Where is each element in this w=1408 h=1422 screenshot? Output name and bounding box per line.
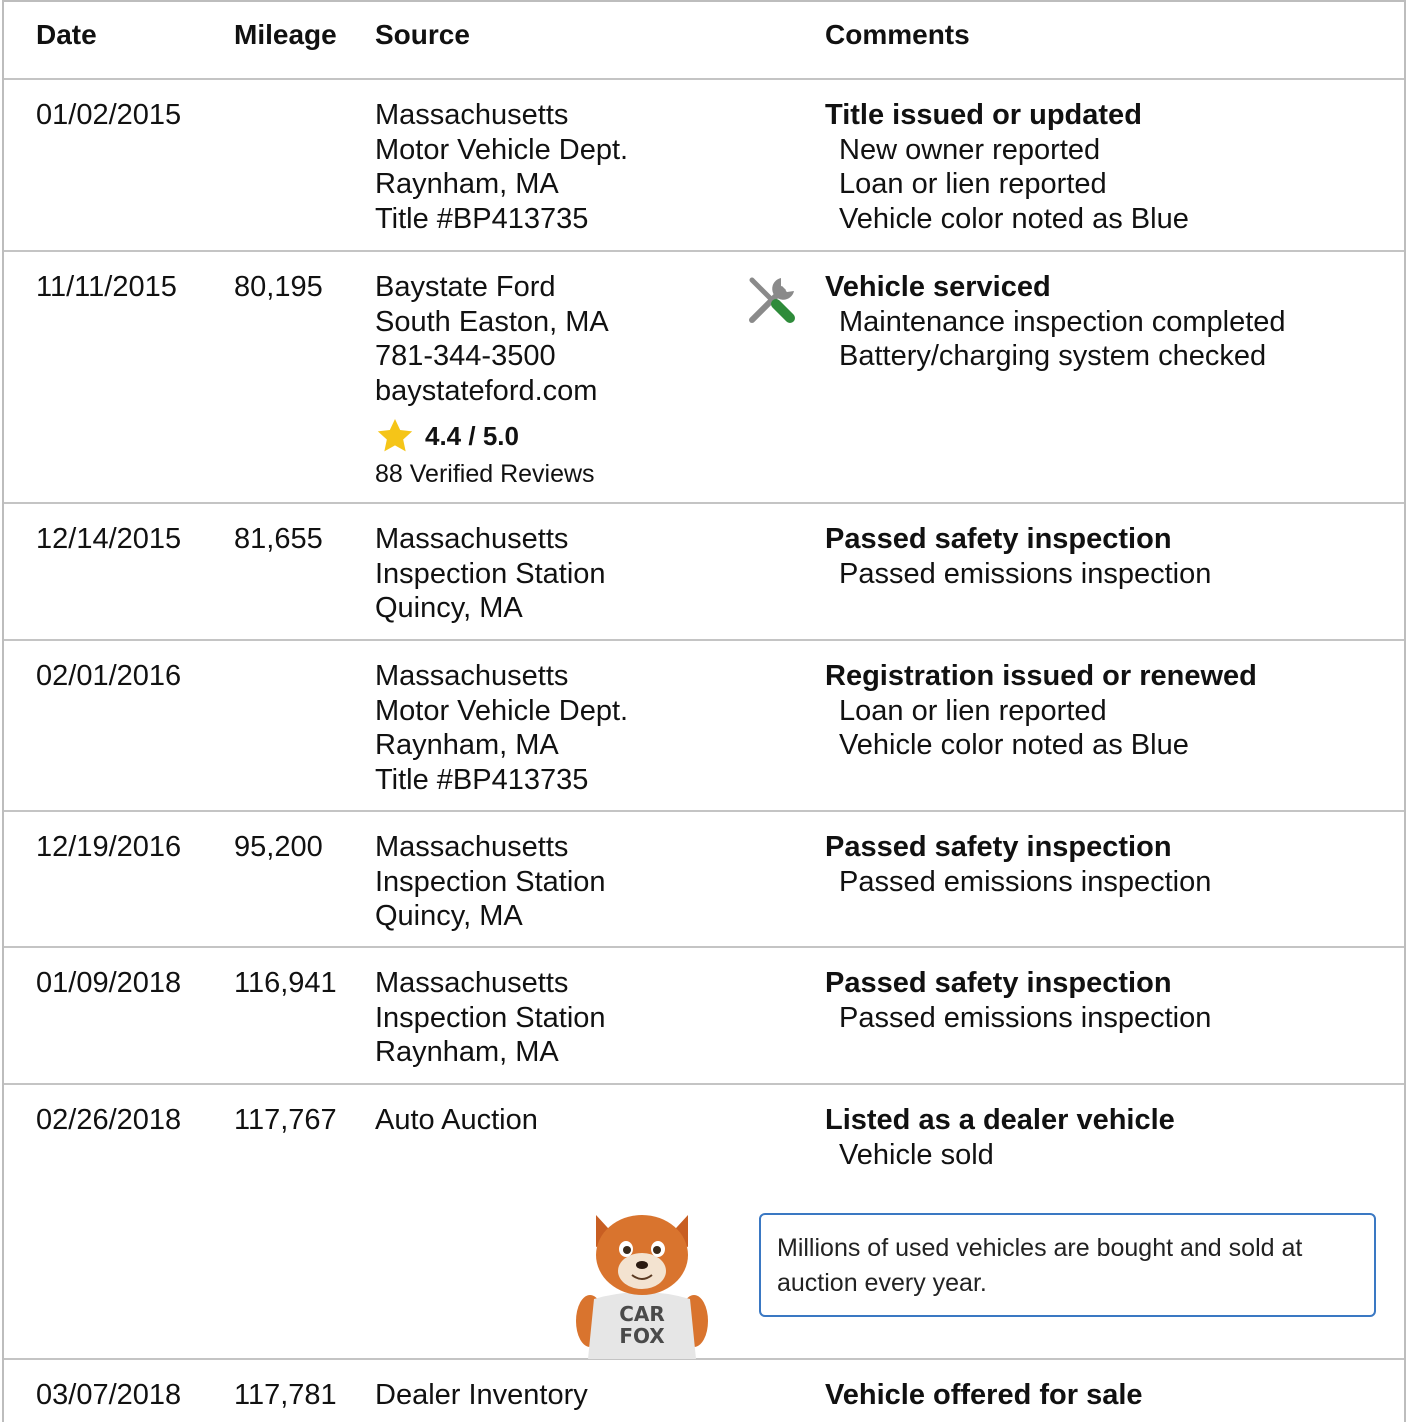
source-line: Inspection Station [375, 557, 606, 590]
source-line: Massachusetts [375, 831, 569, 863]
header-date: Date [36, 19, 97, 50]
source-line: Baystate Ford [375, 271, 556, 303]
source-line: Quincy, MA [375, 900, 523, 932]
comment-detail: Battery/charging system checked [839, 340, 1267, 372]
mascot-shirt-text: FOX [619, 1324, 665, 1348]
record-date: 01/09/2018 [36, 967, 182, 999]
comment-title: Passed safety inspection [825, 831, 1172, 863]
source-line: Massachusetts [375, 99, 569, 131]
table-row [4, 812, 1404, 948]
record-source [375, 659, 628, 797]
record-date: 02/26/2018 [36, 1104, 182, 1136]
comment-detail: Loan or lien reported [839, 168, 1107, 200]
comment-detail: Passed emissions inspection [839, 557, 1212, 590]
record-date: 11/11/2015 [36, 271, 177, 303]
comment-detail: Loan or lien reported [839, 694, 1107, 727]
comment-title: Registration issued or renewed [825, 660, 1257, 692]
record-source [375, 522, 606, 626]
comment-detail: Maintenance inspection completed [839, 305, 1286, 338]
dealer-rating[interactable] [375, 416, 609, 456]
record-date: 03/07/2018 [36, 1379, 182, 1411]
comment-title: Passed safety inspection [825, 523, 1172, 555]
source-line: Massachusetts [375, 967, 569, 999]
comment-title: Listed as a dealer vehicle [825, 1104, 1175, 1136]
record-date: 01/02/2015 [36, 99, 182, 131]
comment-detail: New owner reported [839, 133, 1101, 166]
record-date: 02/01/2016 [36, 660, 182, 692]
auction-tip-box: Millions of used vehicles are bought and sold at auction every year. [759, 1213, 1376, 1317]
table-row [4, 641, 1404, 812]
source-line: Massachusetts [375, 523, 569, 555]
source-line: Inspection Station [375, 1001, 606, 1034]
record-comments [825, 1378, 1143, 1413]
source-line: Title #BP413735 [375, 202, 589, 235]
source-line: Massachusetts [375, 660, 569, 692]
table-row [4, 1360, 1404, 1422]
table-row [4, 948, 1404, 1085]
comment-title: Vehicle offered for sale [825, 1379, 1143, 1411]
comment-detail: Vehicle color noted as Blue [839, 202, 1189, 235]
source-line: Motor Vehicle Dept. [375, 694, 629, 727]
header-source: Source [375, 19, 470, 50]
comment-detail: Vehicle sold [839, 1138, 994, 1171]
star-icon [375, 416, 415, 456]
dealer-website-link[interactable]: baystateford.com [375, 374, 598, 407]
table-row [4, 252, 1404, 504]
record-source [375, 270, 609, 492]
table-header [4, 2, 1404, 80]
comment-detail: Vehicle color noted as Blue [839, 729, 1189, 761]
record-source [375, 98, 628, 236]
record-mileage: 117,767 [234, 1104, 337, 1136]
record-mileage: 116,941 [234, 967, 337, 999]
comment-title: Title issued or updated [825, 99, 1142, 131]
record-comments [825, 659, 1257, 763]
source-line: Raynham, MA [375, 729, 559, 761]
carfox-mascot-icon [572, 1203, 712, 1359]
rating-score: 4.4 / 5.0 [425, 420, 519, 451]
header-comments: Comments [825, 19, 970, 50]
mascot-shirt-text: CAR [619, 1302, 665, 1326]
record-date: 12/19/2016 [36, 831, 182, 863]
record-comments [825, 1103, 1175, 1172]
service-wrench-icon [744, 272, 800, 328]
record-date: 12/14/2015 [36, 523, 182, 555]
source-line: Raynham, MA [375, 1036, 559, 1068]
source-line: South Easton, MA [375, 305, 609, 338]
table-row [4, 504, 1404, 641]
record-source [375, 1103, 538, 1138]
source-line: Auto Auction [375, 1104, 538, 1136]
record-source [375, 830, 606, 934]
source-line: Motor Vehicle Dept. [375, 133, 629, 166]
source-line: Quincy, MA [375, 592, 523, 624]
comment-detail: Passed emissions inspection [839, 1001, 1212, 1034]
record-mileage: 80,195 [234, 271, 323, 303]
comment-detail: Passed emissions inspection [839, 865, 1212, 898]
source-line: 781-344-3500 [375, 340, 556, 372]
verified-reviews-link[interactable]: 88 Verified Reviews [375, 460, 595, 488]
source-line: Inspection Station [375, 865, 606, 898]
record-comments [825, 522, 1211, 591]
source-line: Title #BP413735 [375, 763, 589, 796]
source-line: Raynham, MA [375, 168, 559, 200]
table-row [4, 1085, 1404, 1360]
header-mileage: Mileage [234, 19, 337, 50]
record-mileage: 81,655 [234, 523, 323, 555]
vehicle-history-table [2, 0, 1406, 1422]
comment-title: Vehicle serviced [825, 271, 1051, 303]
record-comments [825, 270, 1286, 374]
source-line: Dealer Inventory [375, 1379, 588, 1411]
comment-title: Passed safety inspection [825, 967, 1172, 999]
table-row [4, 80, 1404, 252]
record-mileage: 95,200 [234, 831, 323, 863]
record-comments [825, 98, 1189, 236]
record-source [375, 966, 606, 1070]
record-source [375, 1378, 588, 1413]
record-comments [825, 830, 1211, 899]
record-comments [825, 966, 1211, 1035]
record-mileage: 117,781 [234, 1379, 337, 1411]
